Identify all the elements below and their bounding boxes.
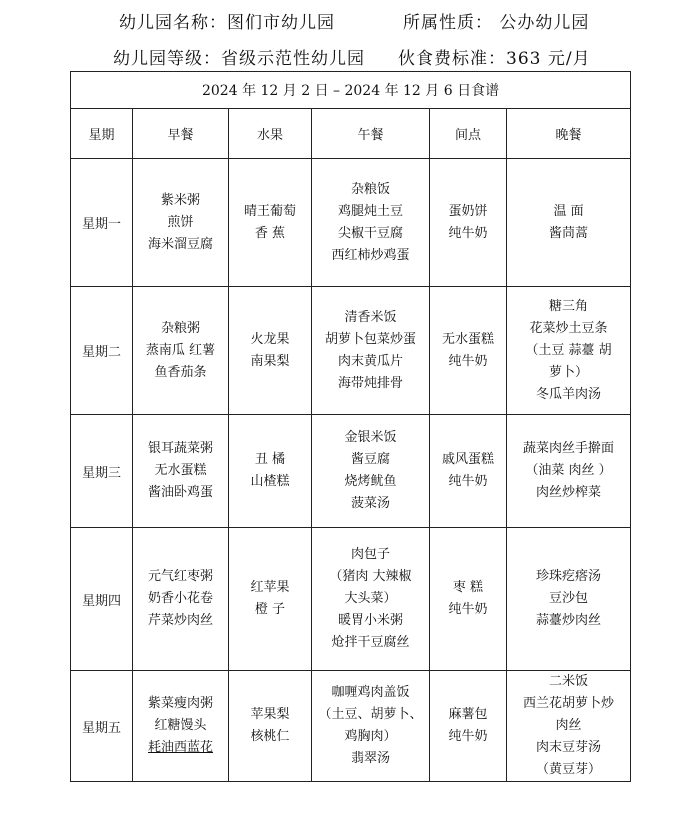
menu-table <box>70 71 631 782</box>
menu-item: 二米饭 <box>549 674 589 689</box>
menu-item: 糖三角 <box>549 298 589 314</box>
snack-cell <box>430 287 507 415</box>
menu-row <box>71 671 631 782</box>
menu-item: 西兰花胡萝卜炒 <box>523 696 615 711</box>
menu-item: 花菜炒土豆条 <box>529 320 608 336</box>
menu-item: 蒜薹炒肉丝 <box>536 613 602 628</box>
menu-item: 红糖馒头 <box>154 718 207 733</box>
menu-item: 紫米粥 <box>160 192 200 208</box>
menu-item: 鱼香茄条 <box>154 364 207 380</box>
day-cell: 星期三 <box>71 415 133 528</box>
menu-item: 杂粮饭 <box>350 181 390 197</box>
menu-row <box>71 159 631 287</box>
menu-item: 银耳蔬菜粥 <box>147 441 213 456</box>
dinner-cell <box>507 528 631 671</box>
menu-item: 无水蛋糕 <box>441 331 494 347</box>
menu-item: （猪肉 大辣椒 <box>329 569 412 584</box>
fruit-cell <box>229 671 312 782</box>
menu-item: 珍珠疙瘩汤 <box>536 569 602 584</box>
menu-item: 胡萝卜包菜炒蛋 <box>324 331 416 347</box>
menu-item: 大头菜） <box>344 591 397 606</box>
menu-item: 肉丝 <box>555 718 582 733</box>
menu-item: 纯牛奶 <box>448 602 488 617</box>
menu-item: 蔬菜肉丝手擀面 <box>523 441 615 456</box>
menu-row <box>71 415 631 528</box>
col-header-dinner: 晚餐 <box>507 109 631 159</box>
col-header-day: 星期 <box>71 109 133 159</box>
menu-item: 肉丝炒榨菜 <box>536 485 602 500</box>
lunch-cell <box>312 528 430 671</box>
menu-item: 菠菜汤 <box>350 496 390 511</box>
menu-item: 枣 糕 <box>452 580 484 595</box>
kindergarten-nature: 所属性质： 公办幼儿园 <box>403 13 590 33</box>
dinner-cell <box>507 671 631 782</box>
menu-item: 山楂糕 <box>250 474 290 489</box>
menu-item: 海带炖排骨 <box>337 375 403 391</box>
menu-title: 2024 年 12 月 2 日 – 2024 年 12 月 6 日食谱 <box>71 72 631 109</box>
menu-item: 紫菜瘦肉粥 <box>147 696 213 711</box>
breakfast-cell <box>133 415 229 528</box>
menu-item: （土豆、胡萝卜、 <box>318 707 423 722</box>
day-cell: 星期五 <box>71 671 133 782</box>
menu-item: 豆沙包 <box>549 591 589 606</box>
fruit-cell <box>229 528 312 671</box>
fruit-cell <box>229 159 312 287</box>
menu-item: （黄豆芽） <box>536 762 602 777</box>
kindergarten-level: 幼儿园等级：省级示范性幼儿园 <box>113 49 365 69</box>
dinner-cell <box>507 159 631 287</box>
menu-row <box>71 528 631 671</box>
menu-item: 肉末黄瓜片 <box>337 353 403 369</box>
col-header-lunch: 午餐 <box>312 109 430 159</box>
menu-item: 烧烤鱿鱼 <box>344 474 397 489</box>
menu-item: 元气红枣粥 <box>147 569 213 584</box>
snack-cell <box>430 528 507 671</box>
day-cell: 星期四 <box>71 528 133 671</box>
day-cell: 星期一 <box>71 159 133 287</box>
dinner-cell <box>507 415 631 528</box>
menu-item: 金银米饭 <box>344 430 397 445</box>
menu-item: 暖胃小米粥 <box>337 613 403 628</box>
menu-item: 纯牛奶 <box>448 225 488 241</box>
fruit-cell <box>229 287 312 415</box>
lunch-cell <box>312 415 430 528</box>
menu-item: 纯牛奶 <box>448 474 488 489</box>
menu-item: 酱豆腐 <box>350 452 390 467</box>
menu-item: 海米溜豆腐 <box>147 236 213 252</box>
menu-item: 西红柿炒鸡蛋 <box>331 247 410 263</box>
kindergarten-name: 幼儿园名称：图们市幼儿园 <box>119 13 335 33</box>
menu-item: 炝拌干豆腐丝 <box>331 635 410 650</box>
lunch-cell <box>312 159 430 287</box>
menu-item: 温 面 <box>553 203 584 219</box>
menu-item: 咖喱鸡肉盖饭 <box>331 685 410 700</box>
menu-item: 杂粮粥 <box>160 320 200 336</box>
breakfast-cell <box>133 528 229 671</box>
menu-item: 戚风蛋糕 <box>441 452 494 467</box>
dinner-cell <box>507 287 631 415</box>
menu-item: 清香米饭 <box>344 309 397 325</box>
snack-cell <box>430 159 507 287</box>
menu-item: 火龙果 <box>250 331 290 347</box>
lunch-cell <box>312 671 430 782</box>
lunch-cell <box>312 287 430 415</box>
menu-item: 翡翠汤 <box>350 751 390 766</box>
menu-item: 蛋奶饼 <box>448 203 488 219</box>
menu-item: 酱油卧鸡蛋 <box>147 485 213 500</box>
menu-row <box>71 287 631 415</box>
menu-item: 耗油西蓝花 <box>147 740 213 755</box>
col-header-breakfast: 早餐 <box>133 109 229 159</box>
menu-item: 无水蛋糕 <box>154 463 207 478</box>
snack-cell <box>430 671 507 782</box>
col-header-fruit: 水果 <box>229 109 312 159</box>
menu-item: 肉包子 <box>350 547 390 562</box>
fruit-cell <box>229 415 312 528</box>
menu-item: 丑 橘 <box>254 452 286 467</box>
menu-item: 尖椒干豆腐 <box>337 225 403 241</box>
menu-item: 鸡腿炖土豆 <box>337 203 403 219</box>
breakfast-cell <box>133 159 229 287</box>
menu-item: 南果梨 <box>250 353 290 369</box>
menu-item: 酱茼蒿 <box>549 225 589 241</box>
menu-item: 冬瓜羊肉汤 <box>536 386 602 402</box>
menu-item: （土豆 蒜薹 胡 <box>525 342 612 358</box>
menu-item: 肉末豆芽汤 <box>536 740 602 755</box>
menu-item: 苹果梨 <box>250 707 290 722</box>
menu-item: 纯牛奶 <box>448 729 488 744</box>
snack-cell <box>430 415 507 528</box>
menu-item: 奶香小花卷 <box>147 591 213 606</box>
menu-item: 橙 子 <box>254 602 286 617</box>
menu-item: 鸡胸肉） <box>344 729 397 744</box>
col-header-snack: 间点 <box>430 109 507 159</box>
menu-item: 蒸南瓜 红薯 <box>145 342 216 358</box>
day-cell: 星期二 <box>71 287 133 415</box>
breakfast-cell <box>133 287 229 415</box>
menu-item: 煎饼 <box>167 214 194 230</box>
menu-item: 纯牛奶 <box>448 353 488 369</box>
breakfast-cell <box>133 671 229 782</box>
menu-item: 麻薯包 <box>448 707 488 722</box>
menu-item: 香 蕉 <box>254 225 286 241</box>
meal-fee-standard: 伙食费标准：363 元/月 <box>398 49 591 69</box>
menu-item: （油菜 肉丝 ） <box>525 463 612 478</box>
menu-item: 红苹果 <box>250 580 290 595</box>
menu-item: 芹菜炒肉丝 <box>147 613 213 628</box>
menu-item: 萝卜） <box>549 364 589 380</box>
menu-item: 核桃仁 <box>250 729 290 744</box>
menu-item: 晴王葡萄 <box>243 203 296 219</box>
